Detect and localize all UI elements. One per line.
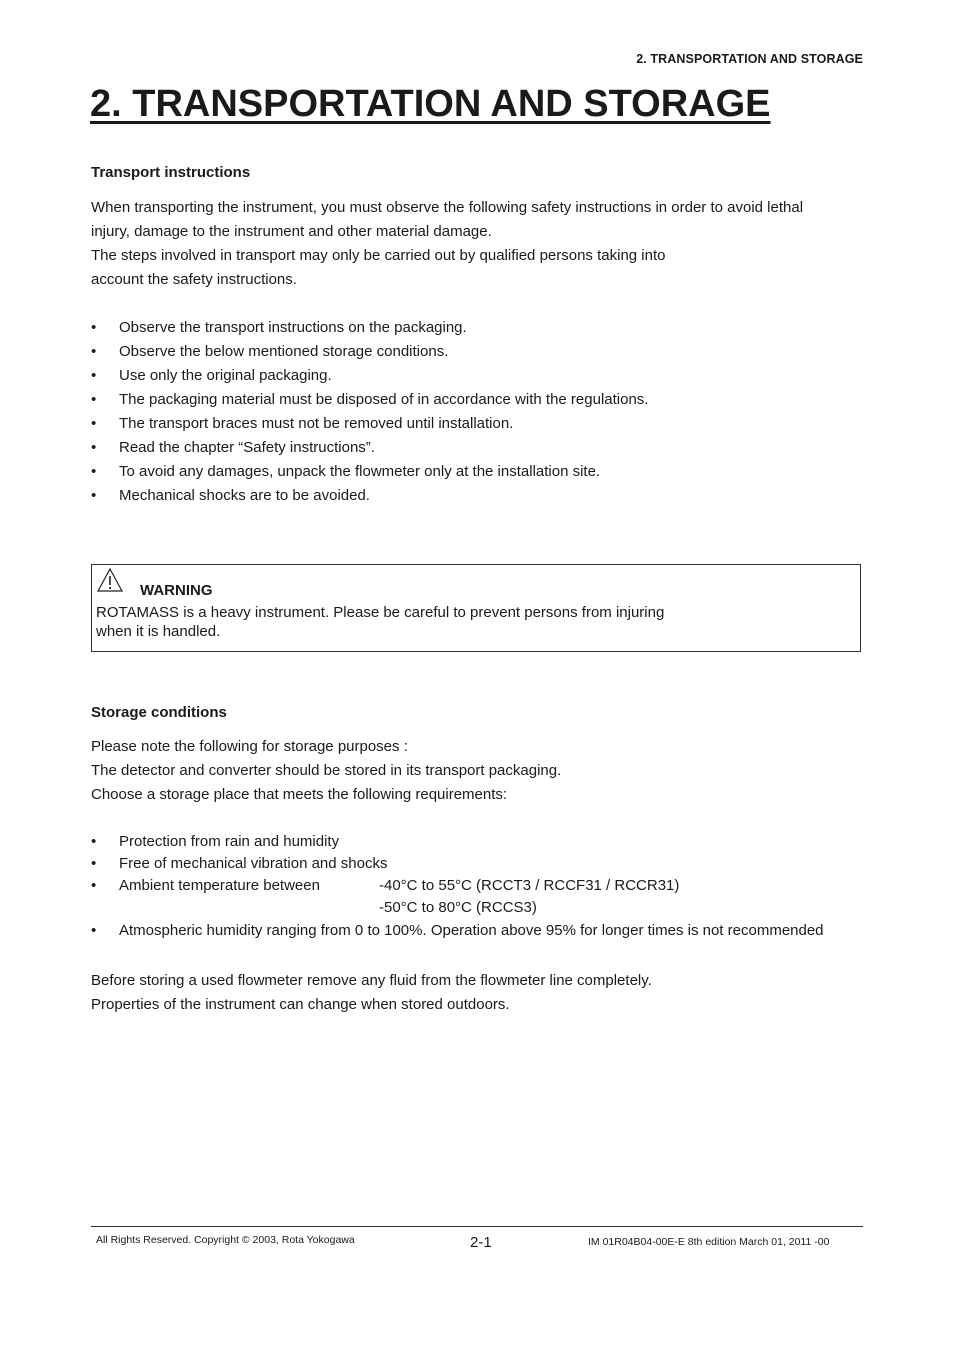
warning-text-line: when it is handled. [96, 623, 221, 640]
list-item-text: Protection from rain and humidity [119, 833, 340, 850]
list-item-text: Mechanical shocks are to be avoided. [119, 487, 370, 504]
storage-bullet-list [91, 831, 824, 943]
bullet-icon: • [91, 855, 97, 872]
bullet-icon: • [91, 487, 97, 504]
list-item [91, 340, 648, 364]
warning-text [96, 603, 796, 641]
list-item [91, 853, 824, 875]
chapter-title: 2. TRANSPORTATION AND STORAGE [90, 83, 771, 125]
list-item [91, 316, 648, 340]
bullet-icon: • [91, 439, 97, 456]
warning-box [91, 564, 861, 652]
list-item [91, 388, 648, 412]
bullet-icon: • [91, 463, 97, 480]
list-item [91, 484, 648, 508]
transport-intro-line: The steps involved in transport may only be carried out by qualified persons taking into [91, 247, 666, 264]
storage-intro [91, 735, 866, 807]
warning-triangle-icon [97, 568, 123, 592]
temperature-list-item [91, 875, 824, 919]
bullet-icon: • [91, 415, 97, 432]
list-item-text: To avoid any damages, unpack the flowmeter only at the installation site. [119, 463, 601, 480]
storage-intro-line: The detector and converter should be stored in its transport packaging. [91, 762, 562, 779]
list-item [91, 460, 648, 484]
list-item-text: Atmospheric humidity ranging from 0 to 100%. Operation above 95% for longer times is not recommended [119, 922, 824, 939]
temperature-values [379, 875, 679, 919]
storage-closing-line: Properties of the instrument can change when stored outdoors. [91, 996, 510, 1013]
list-item-text: Read the chapter “Safety instructions”. [119, 439, 375, 456]
storage-closing [91, 969, 866, 1017]
storage-closing-line: Before storing a used flowmeter remove any fluid from the flowmeter line completely. [91, 972, 652, 989]
temperature-label: Ambient temperature between [119, 877, 320, 894]
storage-intro-line: Please note the following for storage purposes : [91, 738, 408, 755]
list-item-text: Use only the original packaging. [119, 367, 332, 384]
temperature-value: -50°C to 80°C (RCCS3) [379, 899, 537, 916]
page-number: 2-1 [470, 1234, 492, 1251]
list-item-text: Observe the transport instructions on the packaging. [119, 319, 467, 336]
storage-intro-line: Choose a storage place that meets the following requirements: [91, 786, 508, 803]
bullet-icon: • [91, 319, 97, 336]
list-item [91, 436, 648, 460]
bullet-icon: • [91, 391, 97, 408]
warning-title: WARNING [140, 582, 213, 599]
footer-divider [91, 1226, 863, 1227]
list-item-text: The transport braces must not be removed until installation. [119, 415, 514, 432]
bullet-icon: • [91, 343, 97, 360]
footer-copyright: All Rights Reserved. Copyright © 2003, Rota Yokogawa [96, 1234, 355, 1246]
transport-intro-line: When transporting the instrument, you must observe the following safety instructions in order to avoid lethal [91, 199, 804, 216]
transport-intro-line: injury, damage to the instrument and other material damage. [91, 223, 492, 240]
warning-text-line: ROTAMASS is a heavy instrument. Please be careful to prevent persons from injuring [96, 604, 665, 621]
bullet-icon: • [91, 367, 97, 384]
storage-heading: Storage conditions [91, 704, 227, 721]
list-item [91, 831, 824, 853]
bullet-icon: • [91, 833, 97, 850]
list-item-text: Observe the below mentioned storage conditions. [119, 343, 449, 360]
list-item-text: The packaging material must be disposed of in accordance with the regulations. [119, 391, 649, 408]
transport-intro [91, 196, 866, 292]
transport-intro-line: account the safety instructions. [91, 271, 297, 288]
list-item [91, 364, 648, 388]
footer-document-id: IM 01R04B04-00E-E 8th edition March 01, 2011 -00 [588, 1236, 830, 1248]
transport-heading: Transport instructions [91, 164, 251, 181]
bullet-icon: • [91, 877, 97, 894]
list-item [91, 919, 824, 943]
transport-bullet-list [91, 316, 648, 508]
list-item-text: Free of mechanical vibration and shocks [119, 855, 388, 872]
temperature-value: -40°C to 55°C (RCCT3 / RCCF31 / RCCR31) [379, 877, 680, 894]
running-header: 2. TRANSPORTATION AND STORAGE [636, 52, 863, 66]
bullet-icon: • [91, 922, 97, 939]
list-item [91, 412, 648, 436]
